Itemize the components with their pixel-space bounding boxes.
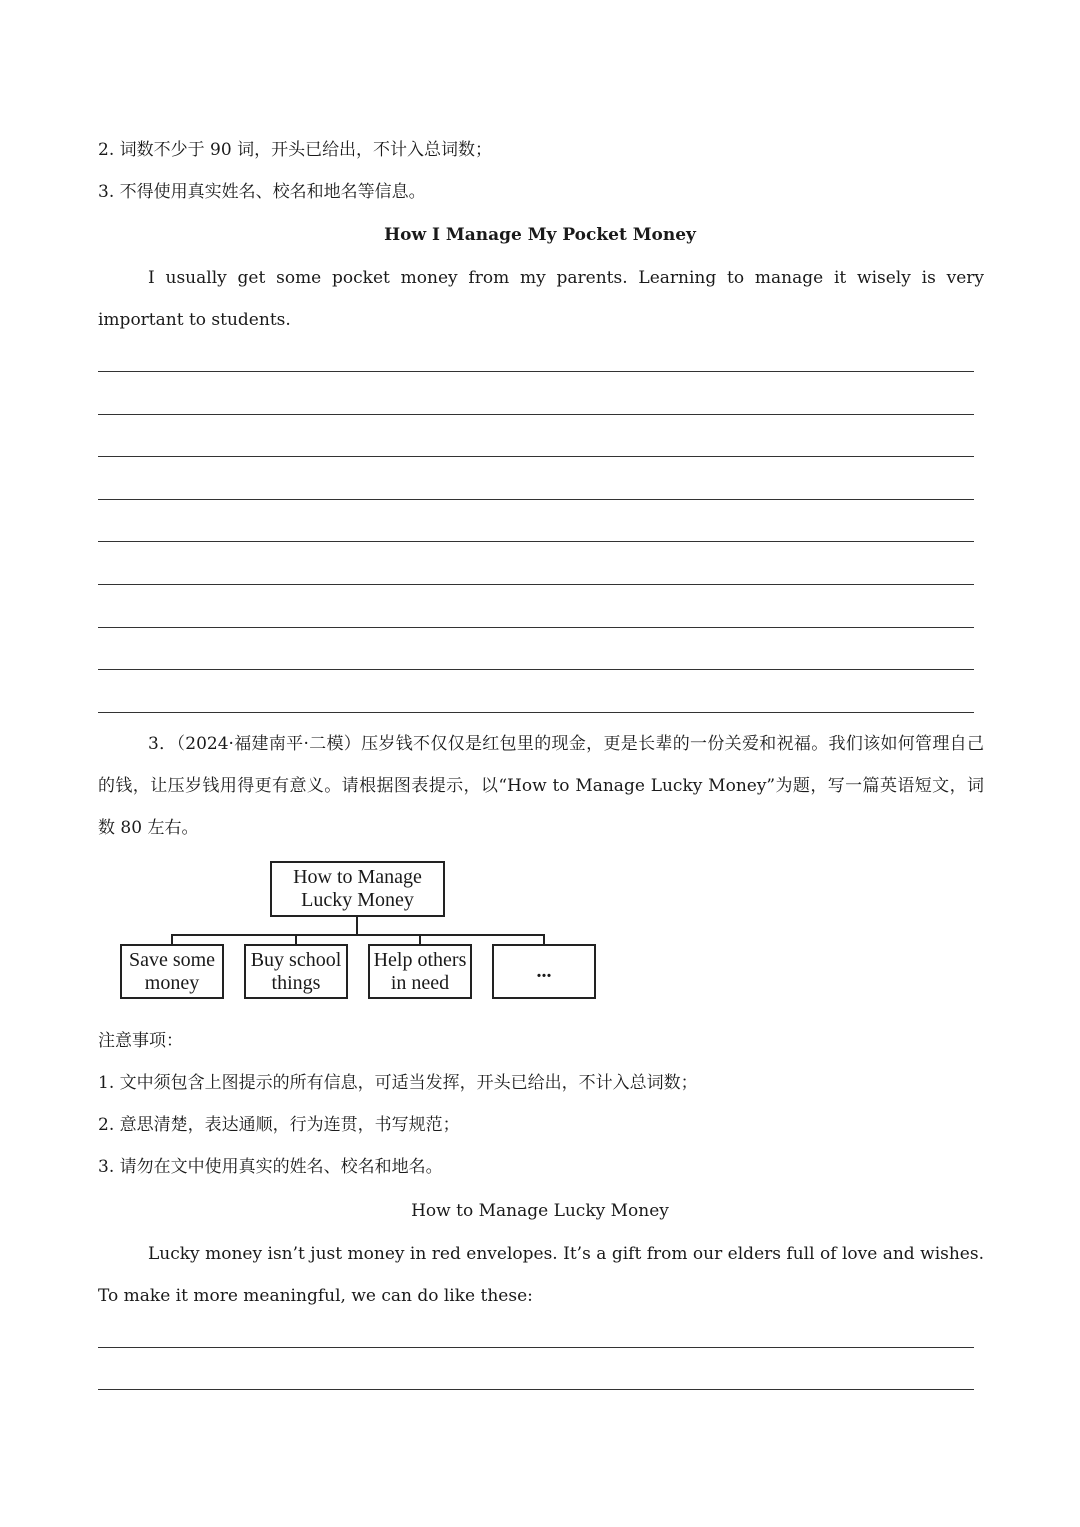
diagram-root-line1: How to Manage <box>293 866 422 888</box>
answer-line[interactable] <box>98 456 974 457</box>
answer-line[interactable] <box>98 499 974 500</box>
answer-line[interactable] <box>98 414 974 415</box>
diagram-child-buy-line2: things <box>271 971 321 994</box>
diagram-child-help-line1: Help others <box>373 948 467 971</box>
note-1: 1. 文中须包含上图提示的所有信息，可适当发挥，开头已给出，不计入总词数； <box>98 1073 698 1093</box>
note-3: 3. 请勿在文中使用真实的姓名、校名和地名。 <box>98 1157 443 1177</box>
answer-line[interactable] <box>98 541 974 542</box>
answer-line[interactable] <box>98 371 974 372</box>
diagram-child-more-label: ... <box>536 960 552 982</box>
answer-line[interactable] <box>98 1389 974 1390</box>
connector-horizontal <box>171 934 544 936</box>
essay1-opening: I usually get some pocket money from my parents. Learning to manage it wisely is very important to students. <box>98 268 984 330</box>
diagram-child-more <box>492 944 596 999</box>
answer-line[interactable] <box>98 584 974 585</box>
note-2: 2. 意思清楚，表达通顺，行为连贯，书写规范； <box>98 1115 460 1135</box>
diagram-child-save-line1: Save some <box>128 948 216 971</box>
answer-line[interactable] <box>98 1347 974 1348</box>
answer-line[interactable] <box>98 627 974 628</box>
mind-map-diagram <box>115 855 605 1010</box>
diagram-root-box <box>270 861 445 917</box>
essay2-opening: Lucky money isn’t just money in red envelopes. It’s a gift from our elders full of love and wishes. To make it more meaningful, we can do like these: <box>98 1244 984 1306</box>
diagram-child-save-line2: money <box>144 971 200 994</box>
diagram-child-help <box>368 944 472 999</box>
essay2-title: How to Manage Lucky Money <box>411 1201 669 1221</box>
diagram-child-save <box>120 944 224 999</box>
diagram-child-buy-line1: Buy school <box>250 948 342 971</box>
diagram-child-buy <box>244 944 348 999</box>
connector-vertical <box>356 917 358 935</box>
essay1-title: How I Manage My Pocket Money <box>384 225 696 245</box>
notes-heading: 注意事项： <box>98 1031 183 1051</box>
diagram-root-line2: Lucky Money <box>301 889 414 911</box>
answer-line[interactable] <box>98 712 974 713</box>
answer-line[interactable] <box>98 669 974 670</box>
diagram-child-help-line2: in need <box>390 971 450 994</box>
question3-prompt: 3．（2024·福建南平·二模）压岁钱不仅仅是红包里的现金，更是长辈的一份关爱和祝福。我们该如何管理自己的钱，让压岁钱用得更有意义。请根据图表提示，以“How to Manage Lucky Money”为题，写一篇英语短文，词数 80 左右。 <box>98 734 984 838</box>
rule-no-real-names: 3. 不得使用真实姓名、校名和地名等信息。 <box>98 182 426 202</box>
rule-word-count: 2. 词数不少于 90 词，开头已给出，不计入总词数； <box>98 140 493 160</box>
